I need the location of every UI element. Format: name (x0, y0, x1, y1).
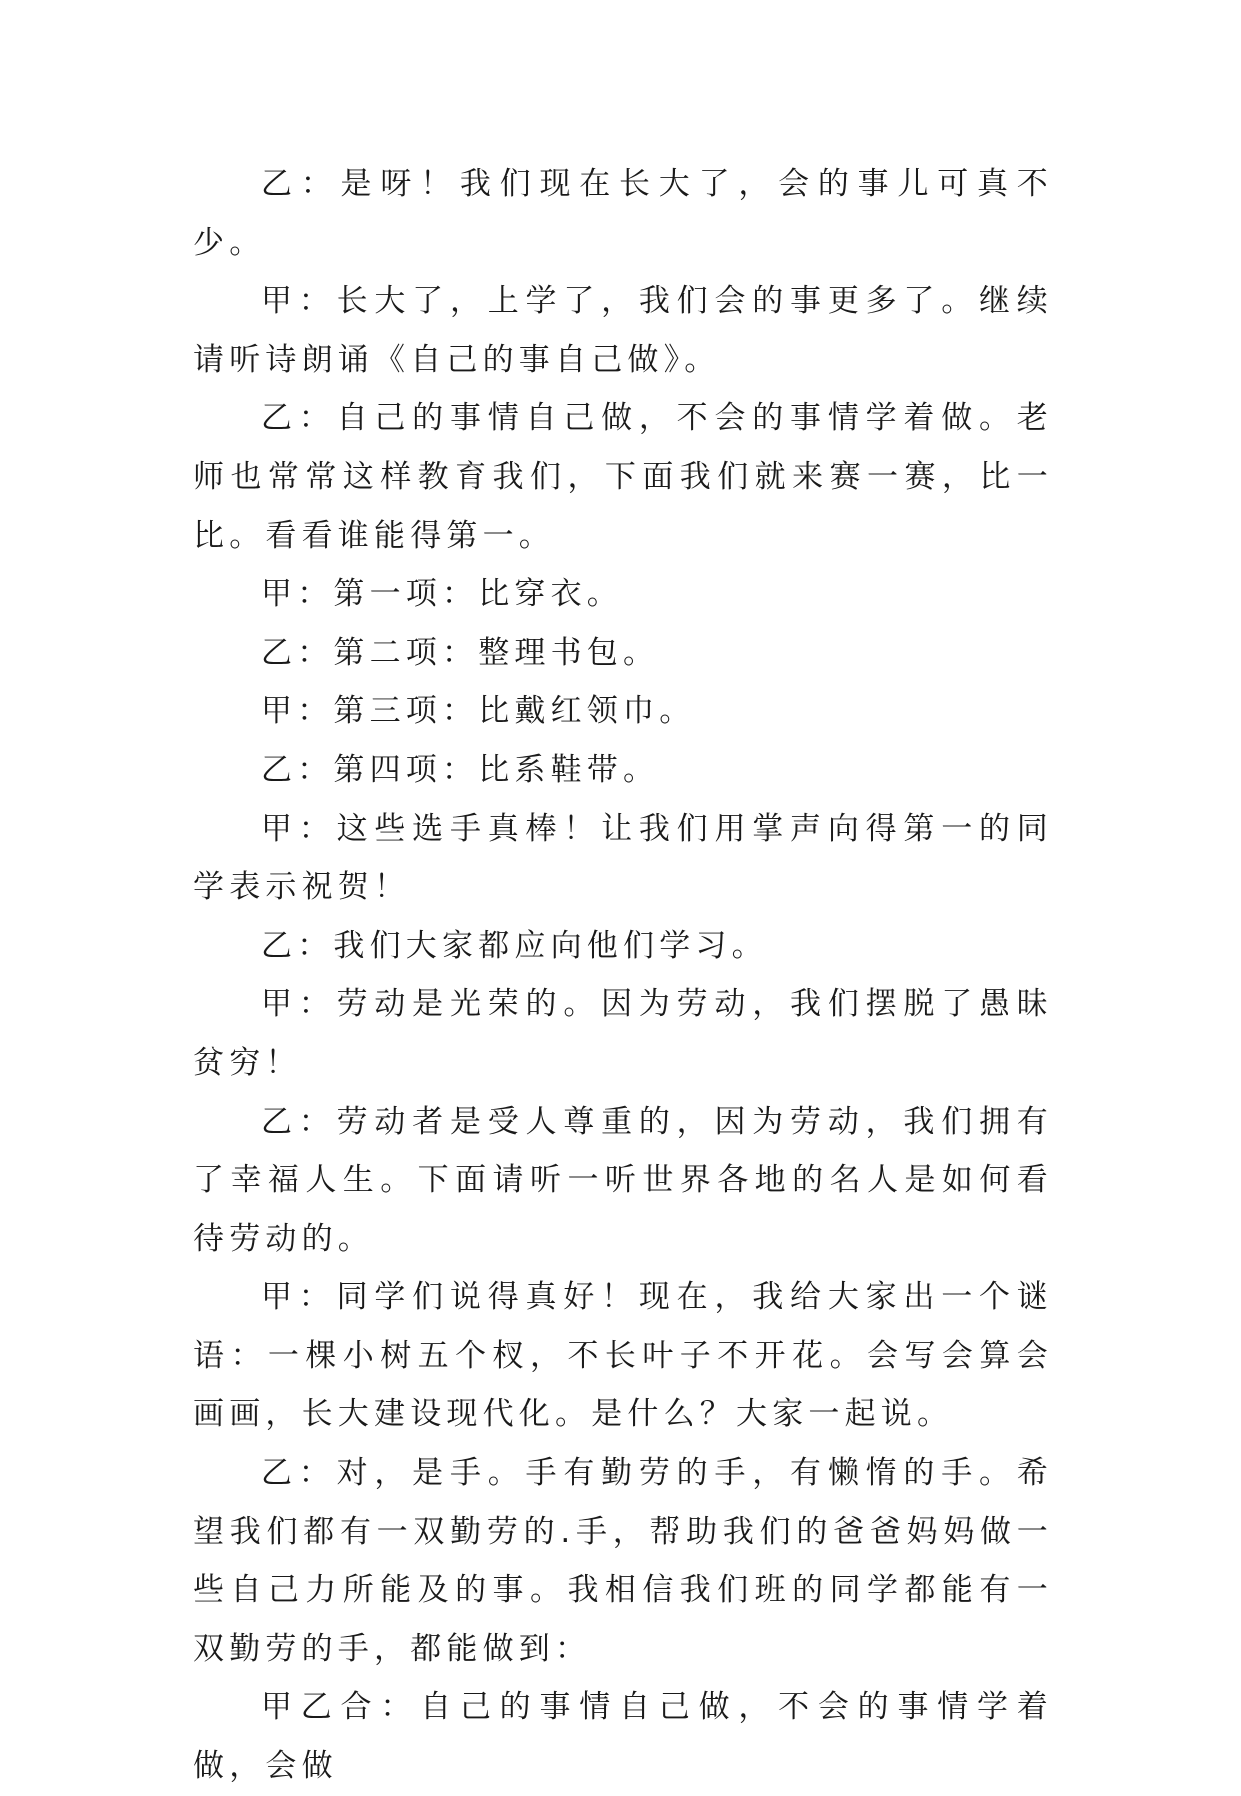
paragraph: 乙：第四项：比系鞋带。 (261, 751, 660, 788)
paragraph: 甲：第一项：比穿衣。 (261, 576, 623, 613)
paragraph: 乙：第二项：整理书包。 (261, 634, 660, 671)
document-body (193, 155, 1053, 1796)
paragraph: 甲：同学们说得真好！现在，我给大家出一个谜语：一棵小树五个杈，不长叶子不开花。会写会算会画画，长大建设现代化。是什么？大家一起说。 (193, 1279, 1053, 1433)
paragraph: 乙：我们大家都应向他们学习。 (261, 927, 768, 964)
paragraph: 乙：劳动者是受人尊重的，因为劳动，我们拥有了幸福人生。下面请听一听世界各地的名人是如何看待劳动的。 (193, 1103, 1053, 1257)
paragraph: 甲：劳动是光荣的。因为劳动，我们摆脱了愚昧贫穷！ (193, 986, 1053, 1081)
paragraph: 乙：是呀！我们现在长大了，会的事儿可真不少。 (193, 166, 1053, 261)
paragraph: 甲：长大了，上学了，我们会的事更多了。继续请听诗朗诵《自己的事自己做》。 (193, 283, 1053, 378)
paragraph: 乙：自己的事情自己做，不会的事情学着做。老师也常常这样教育我们，下面我们就来赛一赛，比一比。看看谁能得第一。 (193, 400, 1053, 554)
paragraph: 甲乙合：自己的事情自己做，不会的事情学着做，会做 (193, 1689, 1053, 1785)
paragraph: 乙：对，是手。手有勤劳的手，有懒惰的手。希望我们都有一双勤劳的.手，帮助我们的爸爸妈妈做一些自己力所能及的事。我相信我们班的同学都能有一双勤劳的手，都能做到： (193, 1455, 1053, 1667)
paragraph: 甲：第三项：比戴红领巾。 (261, 693, 696, 730)
paragraph: 甲：这些选手真棒！让我们用掌声向得第一的同学表示祝贺！ (193, 810, 1053, 906)
